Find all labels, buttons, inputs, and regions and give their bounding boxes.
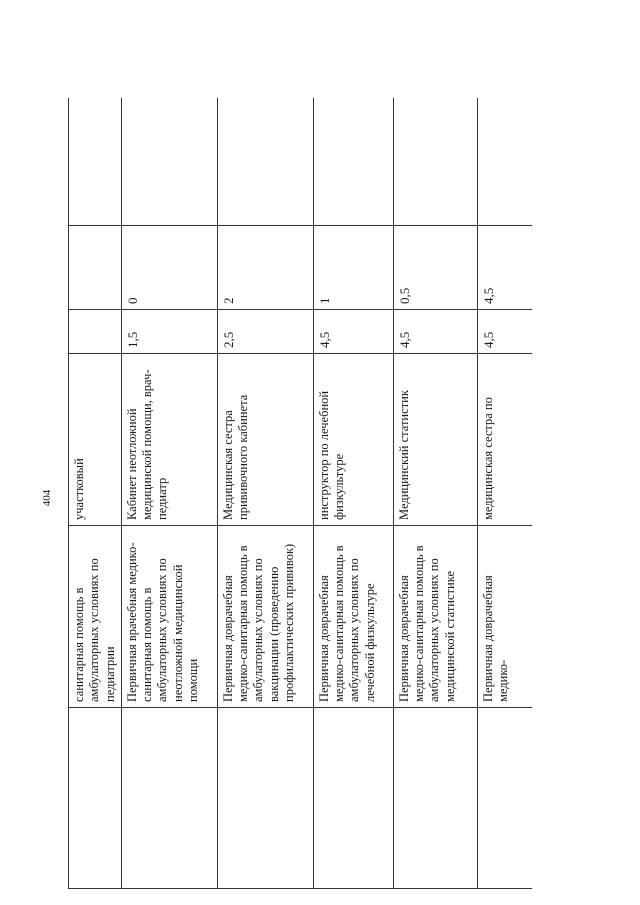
data-table <box>68 98 532 889</box>
table-cell <box>217 708 313 889</box>
table-row <box>217 98 313 889</box>
table-cell: медицинская сестра по <box>477 354 532 526</box>
table-cell: Медицинская сестра прививочного кабинета <box>217 354 313 526</box>
table-cell <box>393 708 477 889</box>
table-row <box>477 98 532 889</box>
page-number: 404 <box>41 489 53 507</box>
table-row <box>393 98 477 889</box>
table-cell: Первичная врачебная медико-санитарная помощь в амбулаторных условиях по неотложной медицинской помощи <box>121 526 217 708</box>
table-cell <box>121 708 217 889</box>
table-cell <box>393 98 477 226</box>
table-cell: 4,5 <box>313 310 393 354</box>
table-cell: 1,5 <box>121 310 217 354</box>
table-cell: Первичная доврачебная медико- <box>477 526 532 708</box>
table-cell <box>69 226 122 310</box>
table-cell: 1 <box>313 226 393 310</box>
table-cell: участковый <box>69 354 122 526</box>
table-cell <box>69 310 122 354</box>
rotated-table-container <box>68 98 532 889</box>
table-cell <box>477 98 532 226</box>
table-cell: 2,5 <box>217 310 313 354</box>
table-cell: Кабинет неотложной медицинской помощи, врач-педиатр <box>121 354 217 526</box>
table-cell: 0 <box>121 226 217 310</box>
table-cell <box>477 708 532 889</box>
table-cell <box>313 708 393 889</box>
table-cell: санитарная помощь в амбулаторных условиях по педиатрии <box>69 526 122 708</box>
table-row <box>313 98 393 889</box>
table-cell: Медицинский статистик <box>393 354 477 526</box>
table-cell <box>69 98 122 226</box>
table-cell: 4,5 <box>393 310 477 354</box>
table-row <box>121 98 217 889</box>
table-frame <box>68 98 532 889</box>
table-cell: 4,5 <box>477 226 532 310</box>
table-cell <box>313 98 393 226</box>
table-row <box>69 98 122 889</box>
table-cell: Первичная доврачебная медико-санитарная помощь в амбулаторных условиях по медицинской статистике <box>393 526 477 708</box>
table-cell <box>217 98 313 226</box>
table-cell: инструктор по лечебной физкультуре <box>313 354 393 526</box>
table-cell: Первичная доврачебная медико-санитарная помощь в амбулаторных условиях по лечебной физкультуре <box>313 526 393 708</box>
table-cell: 0,5 <box>393 226 477 310</box>
table-cell: Первичная доврачебная медико-санитарная помощь в амбулаторных условиях по вакцинации (проведению профилактических прививок) <box>217 526 313 708</box>
table-cell <box>69 708 122 889</box>
table-cell: 4,5 <box>477 310 532 354</box>
table-cell <box>121 98 217 226</box>
table-cell: 2 <box>217 226 313 310</box>
